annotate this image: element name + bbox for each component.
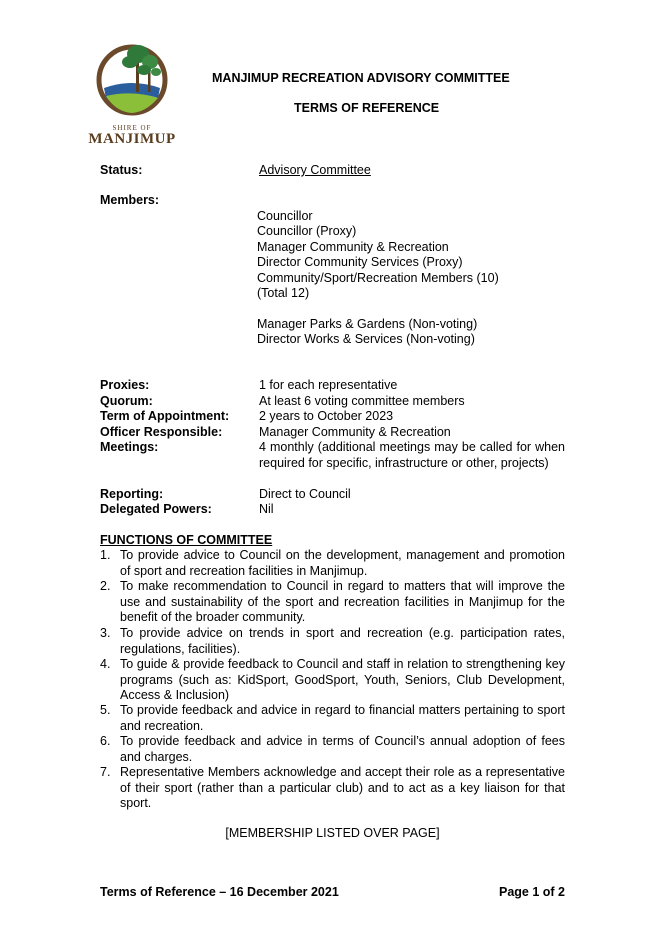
function-text: To make recommendation to Council in regard to matters that will improve the use and sustainability of the sport and recreation facilities in Manjimup for the benefit of the broader community. [120,579,565,624]
function-number: 3. [100,626,111,640]
status-value: Advisory Committee [259,163,371,177]
proxies-label: Proxies: [100,378,150,392]
member-total: (Total 12) [257,286,310,300]
functions-heading: FUNCTIONS OF COMMITTEE [100,533,273,547]
reporting-label: Reporting: [100,487,164,501]
function-text: To provide advice to Council on the development, management and promotion of sport and recreation facilities in Manjimup. [120,548,565,578]
membership-note: [MEMBERSHIP LISTED OVER PAGE] [225,826,440,840]
officer-label: Officer Responsible: [100,425,223,439]
tree-emblem-icon [86,40,178,124]
function-item [100,703,565,734]
function-text: To guide & provide feedback to Council and staff in relation to strengthening key programs (such as: KidSport, GoodSport, Youth, Seniors, Club Development, Access & Inclusion) [120,657,565,702]
meetings-label: Meetings: [100,440,159,454]
function-item [100,734,565,765]
function-item [100,548,565,579]
status-label: Status: [100,163,143,177]
function-number: 6. [100,734,111,748]
function-item [100,626,565,657]
committee-title: MANJIMUP RECREATION ADVISORY COMMITTEE [212,71,510,85]
meetings-value: 4 monthly (additional meetings may be called for when required for specific, infrastructure or other, projects) [259,440,565,470]
member-item: Councillor [257,209,313,223]
function-text: Representative Members acknowledge and accept their role as a representative of their sport (rather than a particular club) and to act as a key liaison for that sport. [120,765,565,810]
members-label: Members: [100,193,160,207]
function-number: 4. [100,657,111,671]
footer-left: Terms of Reference – 16 December 2021 [100,885,339,899]
function-number: 2. [100,579,111,593]
member-item: Councillor (Proxy) [257,224,357,238]
function-item [100,579,565,626]
non-voting-member: Director Works & Services (Non-voting) [257,332,475,346]
function-text: To provide advice on trends in sport and recreation (e.g. participation rates, regulations, facilities). [120,626,565,656]
logo-name: MANJIMUP [88,131,176,147]
page-number: Page 1 of 2 [499,885,565,899]
shire-logo [86,40,178,148]
term-label: Term of Appointment: [100,409,230,423]
delegated-powers-value: Nil [259,502,274,516]
member-item: Community/Sport/Recreation Members (10) [257,271,499,285]
member-item: Manager Community & Recreation [257,240,449,254]
member-item: Director Community Services (Proxy) [257,255,463,269]
function-item [100,765,565,812]
logo-shire-of: SHIRE OF [112,124,152,132]
function-number: 5. [100,703,111,717]
function-text: To provide feedback and advice in regard to financial matters pertaining to sport and recreation. [120,703,565,733]
proxies-value: 1 for each representative [259,378,398,392]
reporting-value: Direct to Council [259,487,351,501]
function-number: 1. [100,548,111,562]
non-voting-member: Manager Parks & Gardens (Non-voting) [257,317,478,331]
function-text: To provide feedback and advice in terms of Council’s annual adoption of fees and charges. [120,734,565,764]
delegated-powers-label: Delegated Powers: [100,502,212,516]
function-number: 7. [100,765,111,779]
function-item [100,657,565,704]
officer-value: Manager Community & Recreation [259,425,451,439]
document-title: TERMS OF REFERENCE [294,101,440,115]
quorum-value: At least 6 voting committee members [259,394,465,408]
term-value: 2 years to October 2023 [259,409,394,423]
quorum-label: Quorum: [100,394,153,408]
